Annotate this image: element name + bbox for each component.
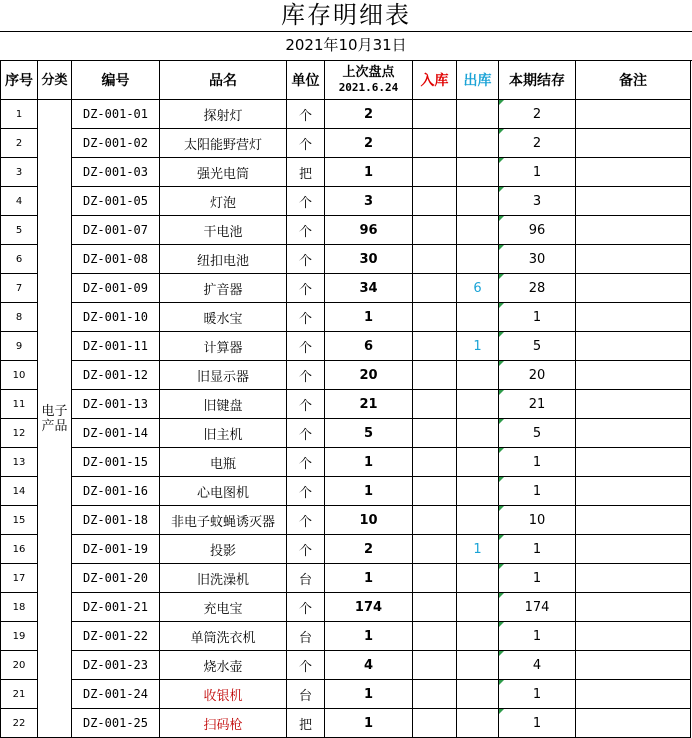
cell-in[interactable] bbox=[413, 593, 457, 622]
cell-stock[interactable]: 4 bbox=[499, 651, 576, 680]
cell-out[interactable] bbox=[457, 100, 499, 129]
cell-code[interactable]: DZ-001-09 bbox=[72, 274, 160, 303]
table-row bbox=[1, 361, 691, 390]
cell-unit[interactable]: 个 bbox=[287, 245, 325, 274]
cell-remark[interactable] bbox=[576, 332, 691, 361]
cell-prev-count[interactable]: 1 bbox=[325, 158, 413, 187]
cell-seq[interactable]: 5 bbox=[1, 216, 38, 245]
table-row bbox=[1, 390, 691, 419]
cell-unit[interactable]: 个 bbox=[287, 593, 325, 622]
cell-remark[interactable] bbox=[576, 390, 691, 419]
cell-seq[interactable]: 11 bbox=[1, 390, 38, 419]
cell-name[interactable]: 烧水壶 bbox=[160, 651, 287, 680]
table-row bbox=[1, 622, 691, 651]
cell-unit[interactable]: 个 bbox=[287, 506, 325, 535]
sheet-date: 2021年10月31日 bbox=[0, 31, 692, 61]
cell-stock[interactable]: 2 bbox=[499, 129, 576, 158]
header-unit[interactable]: 单位 bbox=[287, 61, 325, 100]
cell-out[interactable] bbox=[457, 245, 499, 274]
cell-prev-count[interactable]: 10 bbox=[325, 506, 413, 535]
cell-code[interactable]: DZ-001-18 bbox=[72, 506, 160, 535]
cell-code[interactable]: DZ-001-15 bbox=[72, 448, 160, 477]
cell-remark[interactable] bbox=[576, 622, 691, 651]
cell-remark[interactable] bbox=[576, 448, 691, 477]
cell-in[interactable] bbox=[413, 651, 457, 680]
cell-out[interactable] bbox=[457, 390, 499, 419]
cell-name[interactable]: 太阳能野营灯 bbox=[160, 129, 287, 158]
cell-prev-count[interactable]: 6 bbox=[325, 332, 413, 361]
cell-remark[interactable] bbox=[576, 216, 691, 245]
cell-unit[interactable]: 个 bbox=[287, 477, 325, 506]
cell-in[interactable] bbox=[413, 361, 457, 390]
cell-out[interactable]: 6 bbox=[457, 274, 499, 303]
cell-prev-count[interactable]: 2 bbox=[325, 535, 413, 564]
table-row bbox=[1, 709, 691, 738]
cell-stock[interactable]: 10 bbox=[499, 506, 576, 535]
cell-stock[interactable]: 21 bbox=[499, 390, 576, 419]
cell-prev-count[interactable]: 5 bbox=[325, 419, 413, 448]
cell-unit[interactable]: 个 bbox=[287, 390, 325, 419]
cell-code[interactable]: DZ-001-08 bbox=[72, 245, 160, 274]
cell-code[interactable]: DZ-001-22 bbox=[72, 622, 160, 651]
cell-unit[interactable]: 个 bbox=[287, 216, 325, 245]
cell-seq[interactable]: 18 bbox=[1, 593, 38, 622]
cell-in[interactable] bbox=[413, 303, 457, 332]
cell-prev-count[interactable]: 4 bbox=[325, 651, 413, 680]
cell-unit[interactable]: 个 bbox=[287, 361, 325, 390]
cell-code[interactable]: DZ-001-20 bbox=[72, 564, 160, 593]
cell-remark[interactable] bbox=[576, 274, 691, 303]
cell-seq[interactable]: 7 bbox=[1, 274, 38, 303]
cell-out[interactable]: 1 bbox=[457, 332, 499, 361]
cell-prev-count[interactable]: 174 bbox=[325, 593, 413, 622]
cell-prev-count[interactable]: 1 bbox=[325, 709, 413, 738]
cell-name[interactable]: 充电宝 bbox=[160, 593, 287, 622]
table-row bbox=[1, 419, 691, 448]
table-row bbox=[1, 506, 691, 535]
header-code[interactable]: 编号 bbox=[72, 61, 160, 100]
cell-name[interactable]: 旧主机 bbox=[160, 419, 287, 448]
cell-name[interactable]: 旧键盘 bbox=[160, 390, 287, 419]
cell-seq[interactable]: 3 bbox=[1, 158, 38, 187]
cell-unit[interactable]: 把 bbox=[287, 709, 325, 738]
cell-remark[interactable] bbox=[576, 419, 691, 448]
cell-stock[interactable]: 1 bbox=[499, 709, 576, 738]
header-in[interactable]: 入库 bbox=[413, 61, 457, 100]
cell-name[interactable]: 探射灯 bbox=[160, 100, 287, 129]
cell-seq[interactable]: 4 bbox=[1, 187, 38, 216]
cell-code[interactable]: DZ-001-24 bbox=[72, 680, 160, 709]
cell-unit[interactable]: 个 bbox=[287, 187, 325, 216]
cell-name[interactable]: 旧洗澡机 bbox=[160, 564, 287, 593]
cell-stock[interactable]: 1 bbox=[499, 564, 576, 593]
cell-code[interactable]: DZ-001-02 bbox=[72, 129, 160, 158]
cell-name[interactable]: 心电图机 bbox=[160, 477, 287, 506]
cell-category[interactable]: 电子产品 bbox=[38, 100, 72, 738]
cell-prev-count[interactable]: 1 bbox=[325, 564, 413, 593]
cell-prev-count[interactable]: 1 bbox=[325, 477, 413, 506]
table-row bbox=[1, 680, 691, 709]
cell-seq[interactable]: 22 bbox=[1, 709, 38, 738]
cell-prev-count[interactable]: 1 bbox=[325, 622, 413, 651]
cell-in[interactable] bbox=[413, 390, 457, 419]
table-row bbox=[1, 448, 691, 477]
cell-out[interactable] bbox=[457, 129, 499, 158]
cell-out[interactable] bbox=[457, 216, 499, 245]
cell-out[interactable] bbox=[457, 361, 499, 390]
header-category[interactable]: 分类 bbox=[38, 61, 72, 100]
cell-out[interactable] bbox=[457, 680, 499, 709]
cell-out[interactable] bbox=[457, 158, 499, 187]
cell-out[interactable] bbox=[457, 709, 499, 738]
cell-remark[interactable] bbox=[576, 651, 691, 680]
cell-in[interactable] bbox=[413, 709, 457, 738]
cell-in[interactable] bbox=[413, 477, 457, 506]
cell-remark[interactable] bbox=[576, 477, 691, 506]
header-seq[interactable]: 序号 bbox=[1, 61, 38, 100]
cell-in[interactable] bbox=[413, 535, 457, 564]
cell-out[interactable] bbox=[457, 477, 499, 506]
cell-unit[interactable]: 个 bbox=[287, 535, 325, 564]
cell-remark[interactable] bbox=[576, 535, 691, 564]
cell-unit[interactable]: 个 bbox=[287, 651, 325, 680]
cell-unit[interactable]: 个 bbox=[287, 332, 325, 361]
cell-remark[interactable] bbox=[576, 187, 691, 216]
cell-remark[interactable] bbox=[576, 245, 691, 274]
cell-out[interactable] bbox=[457, 564, 499, 593]
cell-prev-count[interactable]: 2 bbox=[325, 129, 413, 158]
cell-seq[interactable]: 14 bbox=[1, 477, 38, 506]
cell-seq[interactable]: 13 bbox=[1, 448, 38, 477]
cell-name[interactable]: 计算器 bbox=[160, 332, 287, 361]
cell-remark[interactable] bbox=[576, 680, 691, 709]
cell-code[interactable]: DZ-001-01 bbox=[72, 100, 160, 129]
cell-remark[interactable] bbox=[576, 361, 691, 390]
cell-stock[interactable]: 28 bbox=[499, 274, 576, 303]
cell-code[interactable]: DZ-001-13 bbox=[72, 390, 160, 419]
table-row bbox=[1, 535, 691, 564]
cell-stock[interactable]: 1 bbox=[499, 535, 576, 564]
cell-prev-count[interactable]: 96 bbox=[325, 216, 413, 245]
cell-in[interactable] bbox=[413, 274, 457, 303]
cell-in[interactable] bbox=[413, 158, 457, 187]
table-row bbox=[1, 129, 691, 158]
cell-name[interactable]: 旧显示器 bbox=[160, 361, 287, 390]
cell-prev-count[interactable]: 1 bbox=[325, 303, 413, 332]
cell-name[interactable]: 扫码枪 bbox=[160, 709, 287, 738]
cell-in[interactable] bbox=[413, 419, 457, 448]
cell-name[interactable]: 电瓶 bbox=[160, 448, 287, 477]
cell-code[interactable]: DZ-001-07 bbox=[72, 216, 160, 245]
cell-seq[interactable]: 19 bbox=[1, 622, 38, 651]
cell-in[interactable] bbox=[413, 129, 457, 158]
cell-seq[interactable]: 1 bbox=[1, 100, 38, 129]
table-row bbox=[1, 245, 691, 274]
table-row bbox=[1, 100, 691, 129]
cell-code[interactable]: DZ-001-03 bbox=[72, 158, 160, 187]
cell-code[interactable]: DZ-001-19 bbox=[72, 535, 160, 564]
cell-stock[interactable]: 1 bbox=[499, 622, 576, 651]
cell-name[interactable]: 投影 bbox=[160, 535, 287, 564]
cell-stock[interactable]: 1 bbox=[499, 303, 576, 332]
cell-in[interactable] bbox=[413, 187, 457, 216]
cell-out[interactable] bbox=[457, 622, 499, 651]
cell-prev-count[interactable]: 1 bbox=[325, 680, 413, 709]
cell-code[interactable]: DZ-001-21 bbox=[72, 593, 160, 622]
cell-code[interactable]: DZ-001-23 bbox=[72, 651, 160, 680]
sheet-title: 库存明细表 bbox=[0, 0, 692, 32]
cell-unit[interactable]: 台 bbox=[287, 564, 325, 593]
table-row bbox=[1, 274, 691, 303]
cell-stock[interactable]: 20 bbox=[499, 361, 576, 390]
cell-stock[interactable]: 30 bbox=[499, 245, 576, 274]
header-prev-date: 2021.6.24 bbox=[338, 81, 399, 94]
cell-remark[interactable] bbox=[576, 158, 691, 187]
cell-in[interactable] bbox=[413, 564, 457, 593]
table-row bbox=[1, 477, 691, 506]
cell-remark[interactable] bbox=[576, 506, 691, 535]
cell-seq[interactable]: 9 bbox=[1, 332, 38, 361]
cell-stock[interactable]: 1 bbox=[499, 448, 576, 477]
cell-out[interactable] bbox=[457, 593, 499, 622]
cell-seq[interactable]: 20 bbox=[1, 651, 38, 680]
cell-out[interactable] bbox=[457, 448, 499, 477]
cell-remark[interactable] bbox=[576, 303, 691, 332]
cell-name[interactable]: 干电池 bbox=[160, 216, 287, 245]
cell-in[interactable] bbox=[413, 245, 457, 274]
cell-stock[interactable]: 3 bbox=[499, 187, 576, 216]
cell-code[interactable]: DZ-001-12 bbox=[72, 361, 160, 390]
cell-unit[interactable]: 把 bbox=[287, 158, 325, 187]
cell-stock[interactable]: 5 bbox=[499, 332, 576, 361]
cell-seq[interactable]: 6 bbox=[1, 245, 38, 274]
cell-name[interactable]: 扩音器 bbox=[160, 274, 287, 303]
table-body bbox=[1, 100, 691, 738]
header-prev-label: 上次盘点 bbox=[342, 65, 395, 80]
cell-remark[interactable] bbox=[576, 709, 691, 738]
cell-unit[interactable]: 个 bbox=[287, 303, 325, 332]
header-name[interactable]: 品名 bbox=[160, 61, 287, 100]
table-row bbox=[1, 303, 691, 332]
cell-code[interactable]: DZ-001-05 bbox=[72, 187, 160, 216]
cell-in[interactable] bbox=[413, 332, 457, 361]
cell-prev-count[interactable]: 34 bbox=[325, 274, 413, 303]
cell-stock[interactable]: 1 bbox=[499, 477, 576, 506]
table-row bbox=[1, 564, 691, 593]
cell-name[interactable]: 纽扣电池 bbox=[160, 245, 287, 274]
header-row bbox=[1, 61, 691, 100]
cell-in[interactable] bbox=[413, 216, 457, 245]
cell-in[interactable] bbox=[413, 448, 457, 477]
cell-out[interactable] bbox=[457, 506, 499, 535]
table-row bbox=[1, 332, 691, 361]
cell-seq[interactable]: 2 bbox=[1, 129, 38, 158]
cell-name[interactable]: 收银机 bbox=[160, 680, 287, 709]
cell-seq[interactable]: 10 bbox=[1, 361, 38, 390]
cell-code[interactable]: DZ-001-25 bbox=[72, 709, 160, 738]
cell-in[interactable] bbox=[413, 622, 457, 651]
cell-unit[interactable]: 台 bbox=[287, 622, 325, 651]
header-out[interactable]: 出库 bbox=[457, 61, 499, 100]
cell-name[interactable]: 单筒洗衣机 bbox=[160, 622, 287, 651]
cell-prev-count[interactable]: 20 bbox=[325, 361, 413, 390]
cell-seq[interactable]: 8 bbox=[1, 303, 38, 332]
header-prev-count[interactable] bbox=[325, 61, 413, 100]
inventory-table bbox=[0, 60, 691, 738]
cell-out[interactable] bbox=[457, 651, 499, 680]
cell-out[interactable] bbox=[457, 303, 499, 332]
cell-stock[interactable]: 174 bbox=[499, 593, 576, 622]
cell-in[interactable] bbox=[413, 100, 457, 129]
cell-stock[interactable]: 1 bbox=[499, 158, 576, 187]
cell-seq[interactable]: 17 bbox=[1, 564, 38, 593]
cell-stock[interactable]: 96 bbox=[499, 216, 576, 245]
cell-unit[interactable]: 个 bbox=[287, 129, 325, 158]
cell-remark[interactable] bbox=[576, 129, 691, 158]
cell-unit[interactable]: 个 bbox=[287, 448, 325, 477]
cell-out[interactable]: 1 bbox=[457, 535, 499, 564]
cell-name[interactable]: 非电子蚊蝇诱灭器 bbox=[160, 506, 287, 535]
cell-prev-count[interactable]: 2 bbox=[325, 100, 413, 129]
cell-seq[interactable]: 21 bbox=[1, 680, 38, 709]
cell-prev-count[interactable]: 1 bbox=[325, 448, 413, 477]
cell-unit[interactable]: 台 bbox=[287, 680, 325, 709]
cell-code[interactable]: DZ-001-14 bbox=[72, 419, 160, 448]
cell-prev-count[interactable]: 30 bbox=[325, 245, 413, 274]
cell-out[interactable] bbox=[457, 419, 499, 448]
table-row bbox=[1, 158, 691, 187]
cell-prev-count[interactable]: 3 bbox=[325, 187, 413, 216]
cell-name[interactable]: 暖水宝 bbox=[160, 303, 287, 332]
table-row bbox=[1, 216, 691, 245]
cell-in[interactable] bbox=[413, 506, 457, 535]
cell-remark[interactable] bbox=[576, 564, 691, 593]
cell-code[interactable]: DZ-001-11 bbox=[72, 332, 160, 361]
cell-code[interactable]: DZ-001-10 bbox=[72, 303, 160, 332]
cell-code[interactable]: DZ-001-16 bbox=[72, 477, 160, 506]
cell-seq[interactable]: 16 bbox=[1, 535, 38, 564]
table-row bbox=[1, 187, 691, 216]
cell-stock[interactable]: 2 bbox=[499, 100, 576, 129]
cell-stock[interactable]: 5 bbox=[499, 419, 576, 448]
cell-in[interactable] bbox=[413, 680, 457, 709]
cell-unit[interactable]: 个 bbox=[287, 100, 325, 129]
cell-seq[interactable]: 15 bbox=[1, 506, 38, 535]
header-remark[interactable]: 备注 bbox=[576, 61, 691, 100]
table-row bbox=[1, 593, 691, 622]
cell-name[interactable]: 灯泡 bbox=[160, 187, 287, 216]
header-stock[interactable]: 本期结存 bbox=[499, 61, 576, 100]
cell-name[interactable]: 强光电筒 bbox=[160, 158, 287, 187]
cell-unit[interactable]: 个 bbox=[287, 274, 325, 303]
cell-remark[interactable] bbox=[576, 593, 691, 622]
cell-prev-count[interactable]: 21 bbox=[325, 390, 413, 419]
cell-remark[interactable] bbox=[576, 100, 691, 129]
cell-out[interactable] bbox=[457, 187, 499, 216]
cell-stock[interactable]: 1 bbox=[499, 680, 576, 709]
table-row bbox=[1, 651, 691, 680]
cell-seq[interactable]: 12 bbox=[1, 419, 38, 448]
cell-unit[interactable]: 个 bbox=[287, 419, 325, 448]
